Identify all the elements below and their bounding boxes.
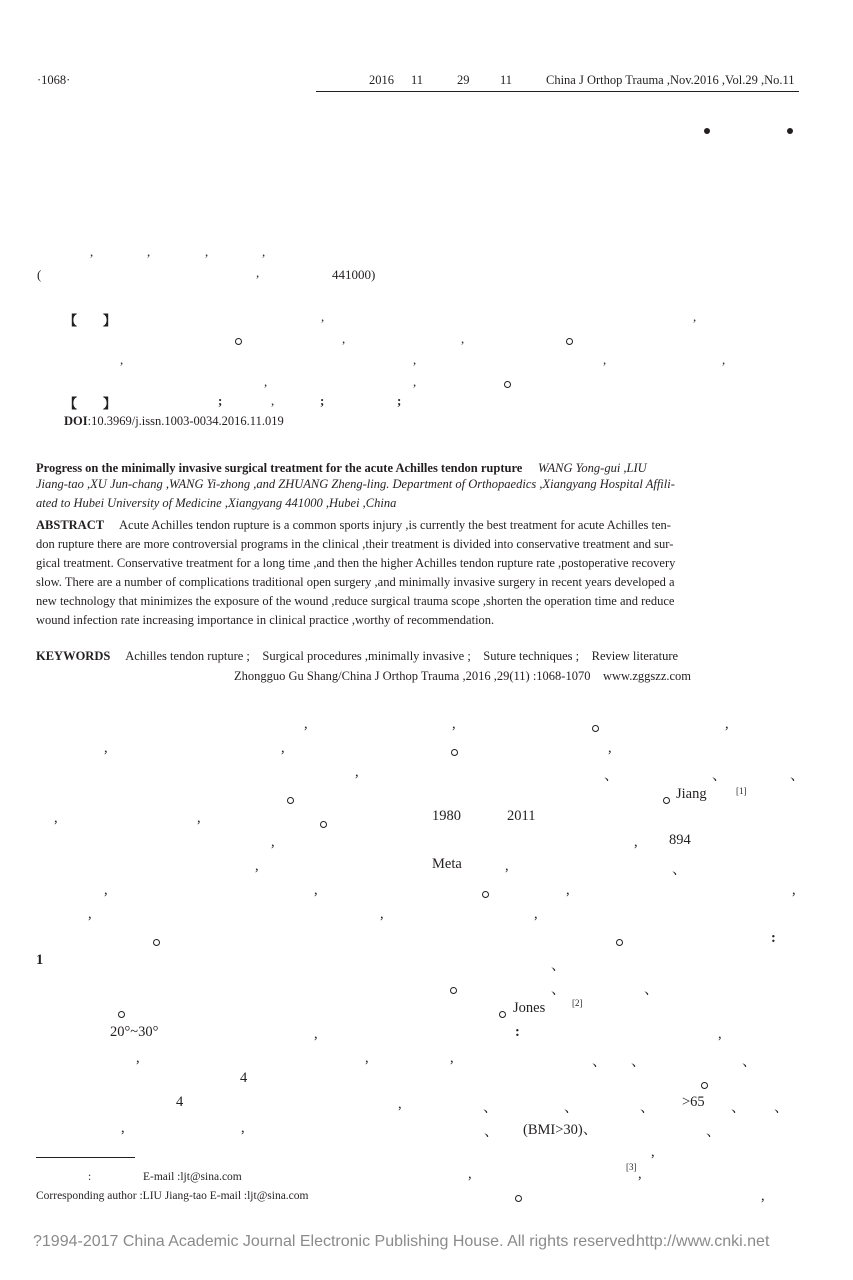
body-894: 894	[669, 832, 691, 848]
abstract-cn-bracket: 【 】	[64, 313, 117, 328]
affiliation-open-paren: (	[37, 267, 42, 282]
ref3: [3]	[626, 1162, 637, 1172]
body-meta: Meta	[432, 856, 462, 872]
header-journal-ref: China J Orthop Trauma ,Nov.2016 ,Vol.29 ,No.11	[546, 73, 795, 87]
punct: ,	[413, 352, 417, 367]
punct: ,	[603, 352, 607, 367]
punct: ,	[271, 393, 275, 408]
ref1: [1]	[736, 786, 747, 796]
english-title-line	[36, 458, 647, 476]
header-rule	[316, 91, 799, 92]
abstract-en-line4: slow. There are a number of complications traditional open surgery ,and minimally invasive surgery in recent years developed a	[36, 575, 675, 589]
footnote-email: E-mail :ljt@sina.com	[143, 1171, 242, 1183]
cn-period	[566, 338, 573, 345]
body-jones: Jones	[513, 1000, 546, 1016]
footnote-rule	[36, 1157, 135, 1158]
ref2: [2]	[572, 998, 583, 1008]
body-bmi: (BMI>30)、	[523, 1122, 598, 1138]
punct: ,	[693, 309, 697, 324]
cn-period	[504, 381, 511, 388]
english-authors-line3: ated to Hubei University of Medicine ,Xiangyang 441000 ,Hubei ,China	[36, 496, 397, 510]
body-jiang: Jiang	[676, 786, 707, 802]
punct: ,	[120, 352, 124, 367]
header-year: 2016	[369, 73, 394, 87]
english-title: Progress on the minimally invasive surgical treatment for the acute Achilles tendon rupture	[36, 461, 523, 475]
author-separator: ,	[90, 244, 94, 259]
body-2011: 2011	[507, 808, 536, 824]
doi: DOI:10.3969/j.issn.1003-0034.2016.11.019	[64, 414, 284, 428]
abstract-en-line3: gical treatment. Conservative treatment for a long time ,and then the higher Achilles tendon rupture rate ,postoperative recovery	[36, 556, 676, 570]
keywords-en: KEYWORDS Achilles tendon rupture ; Surgical procedures ,minimally invasive ; Suture techniques ; Review literature	[36, 649, 679, 663]
author-separator: ,	[262, 244, 266, 259]
author-separator: ,	[147, 244, 151, 259]
affiliation-postcode: 441000)	[332, 267, 376, 282]
punct: ,	[321, 309, 325, 324]
citation-line: Zhongguo Gu Shang/China J Orthop Trauma ,2016 ,29(11) :1068-1070 www.zggszz.com	[234, 669, 692, 683]
body-4a: 4	[240, 1070, 248, 1086]
cn-period	[235, 338, 242, 345]
section-1-heading: 1	[36, 952, 44, 968]
abstract-en-line1: ABSTRACT Acute Achilles tendon rupture is a common sports injury ,is currently the best treatment for acute Achilles ten-	[36, 518, 671, 532]
keywords-cn-bracket: 【 】	[64, 396, 117, 411]
author-separator: ,	[205, 244, 209, 259]
abstract-en-line5: new technology that minimizes the exposure of the wound ,reduce surgical trauma scope ,shorten the operation time and reduce	[36, 594, 675, 608]
body-angle: 20°~30°	[110, 1024, 159, 1040]
english-authors: WANG Yong-gui ,LIU	[537, 461, 647, 475]
body-gt65: >65	[682, 1094, 705, 1110]
bullet-dot	[787, 128, 793, 134]
abstract-en-line6: wound infection rate increasing importance in clinical practice ,worthy of recommendation.	[36, 613, 495, 627]
footer-url: http://www.cnki.net	[636, 1233, 770, 1250]
affiliation-comma: ,	[256, 265, 260, 280]
punct: ;	[397, 393, 402, 408]
punct: ;	[320, 393, 325, 408]
punct: ,	[461, 331, 465, 346]
footnote-corresponding: Corresponding author :LIU Jiang-tao E-mail :ljt@sina.com	[36, 1190, 309, 1202]
header-month: 11	[411, 73, 424, 87]
footer-copyright: ?1994-2017 China Academic Journal Electronic Publishing House. All rights reserved.	[33, 1233, 640, 1250]
punct: ,	[342, 331, 346, 346]
header-volume: 29	[457, 73, 470, 87]
punct: ,	[413, 374, 417, 389]
body-4b: 4	[176, 1094, 184, 1110]
body-1980: 1980	[432, 808, 461, 824]
header-issue: 11	[500, 73, 513, 87]
bullet-dot	[704, 128, 710, 134]
english-authors-line2: Jiang-tao ,XU Jun-chang ,WANG Yi-zhong ,and ZHUANG Zheng-ling. Department of Orthopaedics ,Xiangyang Hospital Affili-	[36, 477, 675, 491]
punct: ,	[264, 374, 268, 389]
footnote-colon: :	[88, 1171, 92, 1183]
abstract-en-line2: don rupture there are more controversial programs in the clinical ,their treatment is divided into conservative treatment and sur-	[36, 537, 674, 551]
punct: ;	[218, 393, 223, 408]
page-number: ·1068·	[37, 73, 71, 87]
punct: ,	[722, 352, 726, 367]
